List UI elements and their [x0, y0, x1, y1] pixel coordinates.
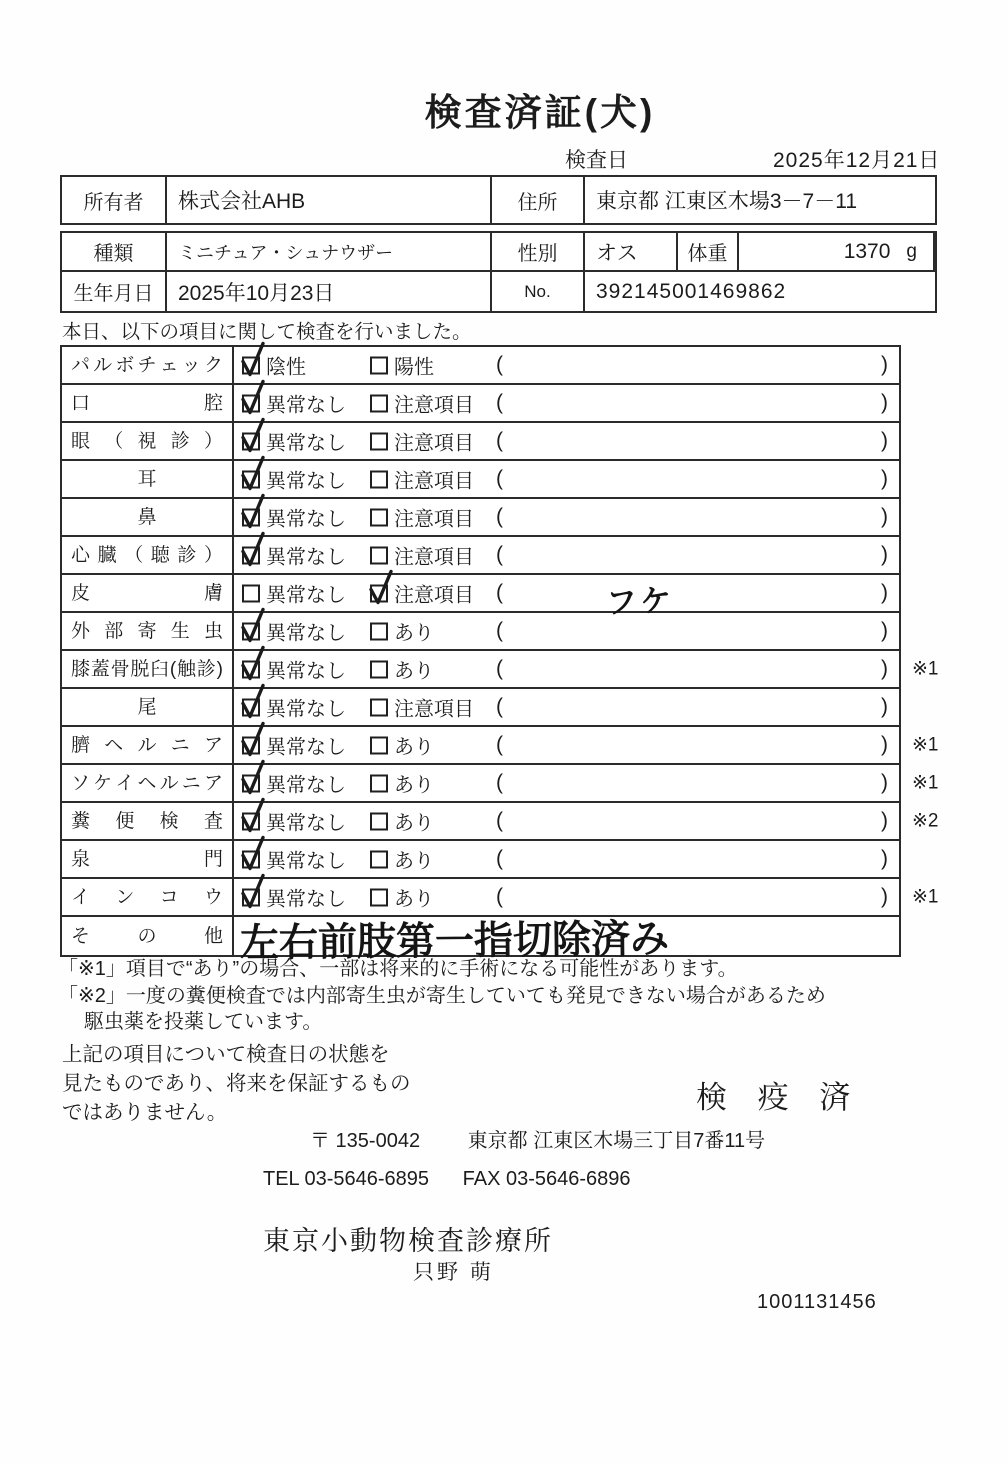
option-label: 注意項目 [394, 508, 474, 531]
footnotes [58, 956, 826, 1036]
table-row [62, 803, 939, 841]
checkbox-icon [242, 622, 260, 640]
checklist-table [60, 345, 939, 966]
clinic-tel: TEL 03-5646-6895 [263, 1168, 430, 1190]
option-label: 陽性 [394, 356, 434, 379]
checkbox-icon [370, 698, 388, 716]
row-label: イ ン コ ウ [62, 879, 234, 915]
checkbox-icon [370, 736, 388, 754]
option-label: あり [394, 774, 434, 797]
checkbox-icon [370, 470, 388, 488]
option-label: 異常なし [266, 736, 346, 759]
checkbox-icon [370, 812, 388, 830]
checkbox-icon [242, 508, 260, 526]
paren-open: ( [496, 657, 503, 680]
footnote-2: 「※2」一度の糞便検査では内部寄生虫が寄生していても発見できない場合があるため [58, 984, 826, 1007]
handwritten-note: 左右前肢第一指切除済み [239, 917, 670, 966]
sex-label: 性別 [492, 233, 585, 272]
checkbox-icon [242, 660, 260, 678]
paren-close: ) [881, 695, 888, 718]
handwritten-check-icon [239, 340, 266, 377]
row-content [234, 575, 899, 621]
checkbox-icon [242, 470, 260, 488]
option-label: 異常なし [266, 470, 346, 493]
checkbox-option [370, 351, 434, 380]
handwritten-note: フケ [605, 582, 677, 621]
postal-code: 〒 135-0042 [310, 1130, 421, 1152]
paren-open: ( [496, 581, 503, 604]
table-row [62, 499, 899, 537]
row-content [234, 461, 899, 497]
row-content [234, 423, 899, 459]
checkbox-option [242, 579, 346, 608]
checkbox-icon [370, 356, 388, 374]
weight-value [739, 233, 935, 272]
row-label: 鼻 [62, 499, 234, 535]
paren-close: ) [881, 809, 888, 832]
clinic-name: 東京小動物検査診療所 [263, 1226, 553, 1256]
checkbox-option [242, 541, 346, 570]
paren-close: ) [881, 353, 888, 376]
ref-mark: ※1 [912, 772, 939, 794]
paren-close: ) [881, 657, 888, 680]
ref-mark: ※2 [912, 810, 939, 832]
row-label: 皮 膚 [62, 575, 234, 611]
row-label: そ の 他 [62, 917, 234, 955]
paren-close: ) [881, 543, 888, 566]
checkbox-icon [370, 508, 388, 526]
paren-close: ) [881, 885, 888, 908]
weight-number: 1370 [843, 239, 891, 263]
checkbox-icon [370, 584, 388, 602]
row-label: 耳 [62, 461, 234, 497]
checkbox-icon [370, 622, 388, 640]
option-label: 異常なし [266, 622, 346, 645]
owner-label: 所有者 [62, 177, 167, 223]
ref-mark: ※1 [912, 658, 939, 680]
paren-open: ( [496, 619, 503, 642]
option-label: 異常なし [266, 394, 346, 417]
quarantine-stamp: 検 疫 済 [696, 1080, 862, 1115]
checkbox-icon [370, 774, 388, 792]
checkbox-icon [370, 432, 388, 450]
pet-table [60, 231, 937, 313]
option-label: あり [394, 812, 434, 835]
paren-close: ) [881, 505, 888, 528]
no-label: No. [492, 272, 585, 311]
checkbox-option [242, 845, 346, 874]
option-label: あり [394, 660, 434, 683]
row-content [234, 917, 899, 966]
option-label: 異常なし [266, 698, 346, 721]
option-label: 注意項目 [394, 546, 474, 569]
weight-unit: g [906, 240, 917, 262]
checkbox-option [370, 807, 434, 836]
disclaimer-line-1: 上記の項目について検査日の状態を [62, 1043, 390, 1066]
option-label: 異常なし [266, 508, 346, 531]
option-label: 異常なし [266, 432, 346, 455]
option-label: あり [394, 622, 434, 645]
table-row [62, 575, 899, 621]
checkbox-icon [242, 698, 260, 716]
row-content [234, 651, 899, 687]
checkbox-option [370, 883, 434, 912]
row-label: パ ル ボ チ ェ ッ ク [62, 347, 234, 383]
checkbox-option [370, 617, 434, 646]
intro-text: 本日、以下の項目に関して検査を行いました。 [62, 321, 472, 343]
checkbox-icon [242, 888, 260, 906]
row-content [234, 765, 899, 801]
table-row [62, 537, 899, 575]
row-content [234, 727, 899, 763]
paren-close: ) [881, 733, 888, 756]
clinic-address: 東京都 江東区木場三丁目7番11号 [467, 1130, 766, 1152]
table-row [62, 727, 939, 765]
row-content [234, 385, 899, 421]
paren-open: ( [496, 543, 503, 566]
checkbox-icon [242, 812, 260, 830]
table-row [62, 917, 899, 966]
paren-open: ( [496, 771, 503, 794]
checkbox-option [370, 503, 474, 532]
paren-open: ( [496, 695, 503, 718]
paren-close: ) [881, 391, 888, 414]
row-content [234, 537, 899, 573]
page-title: 検査済証(犬) [424, 92, 656, 133]
serial-number: 1001131456 [757, 1291, 877, 1313]
table-row [62, 765, 939, 803]
row-content [234, 803, 899, 839]
checkbox-icon [242, 850, 260, 868]
option-label: あり [394, 736, 434, 759]
checkbox-option [370, 769, 434, 798]
table-row [62, 613, 899, 651]
checkbox-icon [370, 850, 388, 868]
row-content [234, 841, 899, 877]
ref-mark: ※1 [912, 734, 939, 756]
checkbox-icon [370, 888, 388, 906]
paren-close: ) [881, 847, 888, 870]
birth-value: 2025年10月23日 [167, 272, 492, 311]
paren-open: ( [496, 429, 503, 452]
checkbox-icon [242, 356, 260, 374]
row-label: 外 部 寄 生 虫 [62, 613, 234, 649]
paren-close: ) [881, 619, 888, 642]
no-value: 392145001469862 [596, 279, 787, 303]
checkbox-icon [242, 774, 260, 792]
paren-open: ( [496, 391, 503, 414]
checkbox-option [370, 731, 434, 760]
owner-value: 株式会社AHB [167, 177, 492, 223]
paren-close: ) [881, 771, 888, 794]
option-label: 異常なし [266, 812, 346, 835]
checkbox-icon [370, 394, 388, 412]
row-content [234, 689, 899, 725]
option-label: 注意項目 [394, 470, 474, 493]
breed-value: ミニチュア・シュナウザー [167, 233, 492, 272]
option-label: 異常なし [266, 774, 346, 797]
checkbox-option [242, 503, 346, 532]
row-label: 尾 [62, 689, 234, 725]
paren-open: ( [496, 505, 503, 528]
option-label: あり [394, 850, 434, 873]
checkbox-icon [242, 546, 260, 564]
option-label: 注意項目 [394, 394, 474, 417]
row-label: 糞 便 検 査 [62, 803, 234, 839]
checkbox-icon [242, 394, 260, 412]
table-row [62, 461, 899, 499]
row-label: 泉 門 [62, 841, 234, 877]
paren-close: ) [881, 429, 888, 452]
checkbox-option [370, 845, 434, 874]
paren-close: ) [881, 581, 888, 604]
option-label: 注意項目 [394, 432, 474, 455]
weight-label: 体重 [678, 233, 739, 272]
footnote-2-cont: 駆虫薬を投薬しています。 [84, 1011, 323, 1033]
checkbox-option [242, 883, 346, 912]
row-label: 眼 （ 視 診 ） [62, 423, 234, 459]
checkbox-option [242, 693, 346, 722]
checkbox-icon [242, 584, 260, 602]
checkbox-icon [242, 736, 260, 754]
table-row [62, 841, 899, 879]
clinic-contact-line [263, 1168, 631, 1191]
checkbox-icon [370, 546, 388, 564]
table-row [62, 689, 899, 727]
checkbox-option [370, 579, 474, 608]
address-value: 東京都 江東区木場3－7－11 [596, 190, 857, 213]
paren-open: ( [496, 885, 503, 908]
veterinarian-name: 只野 萌 [413, 1261, 494, 1284]
table-row [62, 651, 939, 689]
table-row [62, 423, 899, 461]
disclaimer-text [62, 1040, 411, 1127]
checkbox-option [370, 389, 474, 418]
checkbox-icon [242, 432, 260, 450]
checkbox-option [370, 655, 434, 684]
clinic-fax: FAX 03-5646-6896 [462, 1168, 631, 1190]
option-label: あり [394, 888, 434, 911]
ref-mark: ※1 [912, 886, 939, 908]
checkbox-option [242, 427, 346, 456]
checkbox-option [242, 617, 346, 646]
checkbox-option [242, 731, 346, 760]
option-label: 注意項目 [394, 698, 474, 721]
breed-label: 種類 [62, 233, 167, 272]
footnote-1: 「※1」項目で“あり”の場合、一部は将来的に手術になる可能性があります。 [58, 958, 738, 980]
checkbox-option [242, 807, 346, 836]
paren-close: ) [881, 467, 888, 490]
option-label: 異常なし [266, 584, 346, 607]
checkbox-option [242, 465, 346, 494]
inspection-date-value: 2025年12月21日 [773, 149, 941, 172]
checkbox-option [370, 427, 474, 456]
checkbox-option [242, 655, 346, 684]
paren-open: ( [496, 353, 503, 376]
checkbox-option [242, 389, 346, 418]
address-label: 住所 [492, 177, 585, 223]
sex-value: オス [585, 233, 678, 272]
row-content [234, 613, 899, 649]
row-content [234, 499, 899, 535]
birth-label: 生年月日 [62, 272, 167, 311]
row-label: 臍 ヘ ル ニ ア [62, 727, 234, 763]
disclaimer-line-3: ではありません。 [62, 1101, 228, 1124]
disclaimer-line-2: 見たものであり、将来を保証するもの [62, 1072, 411, 1095]
paren-open: ( [496, 733, 503, 756]
option-label: 異常なし [266, 546, 346, 569]
option-label: 異常なし [266, 850, 346, 873]
table-row [62, 347, 899, 385]
row-content [234, 347, 899, 383]
row-label: 心 臓 （ 聴 診 ） [62, 537, 234, 573]
checkbox-option [370, 693, 474, 722]
checkbox-icon [370, 660, 388, 678]
option-label: 注意項目 [394, 584, 474, 607]
option-label: 異常なし [266, 888, 346, 911]
checkbox-option [370, 541, 474, 570]
inspection-date-label: 検査日 [565, 149, 628, 172]
checkbox-option [242, 351, 306, 380]
option-label: 異常なし [266, 660, 346, 683]
paren-open: ( [496, 847, 503, 870]
owner-table [60, 175, 937, 225]
option-label: 陰性 [266, 356, 306, 379]
paren-open: ( [496, 809, 503, 832]
paren-open: ( [496, 467, 503, 490]
table-row [62, 385, 899, 423]
checkbox-option [242, 769, 346, 798]
clinic-postal-line [310, 1124, 765, 1153]
row-label: 口 腔 [62, 385, 234, 421]
row-label: 膝 蓋 骨 脱 臼 ( 触 診 ) [62, 651, 234, 687]
checkbox-option [370, 465, 474, 494]
row-label: ソ ケ イ ヘ ル ニ ア [62, 765, 234, 801]
